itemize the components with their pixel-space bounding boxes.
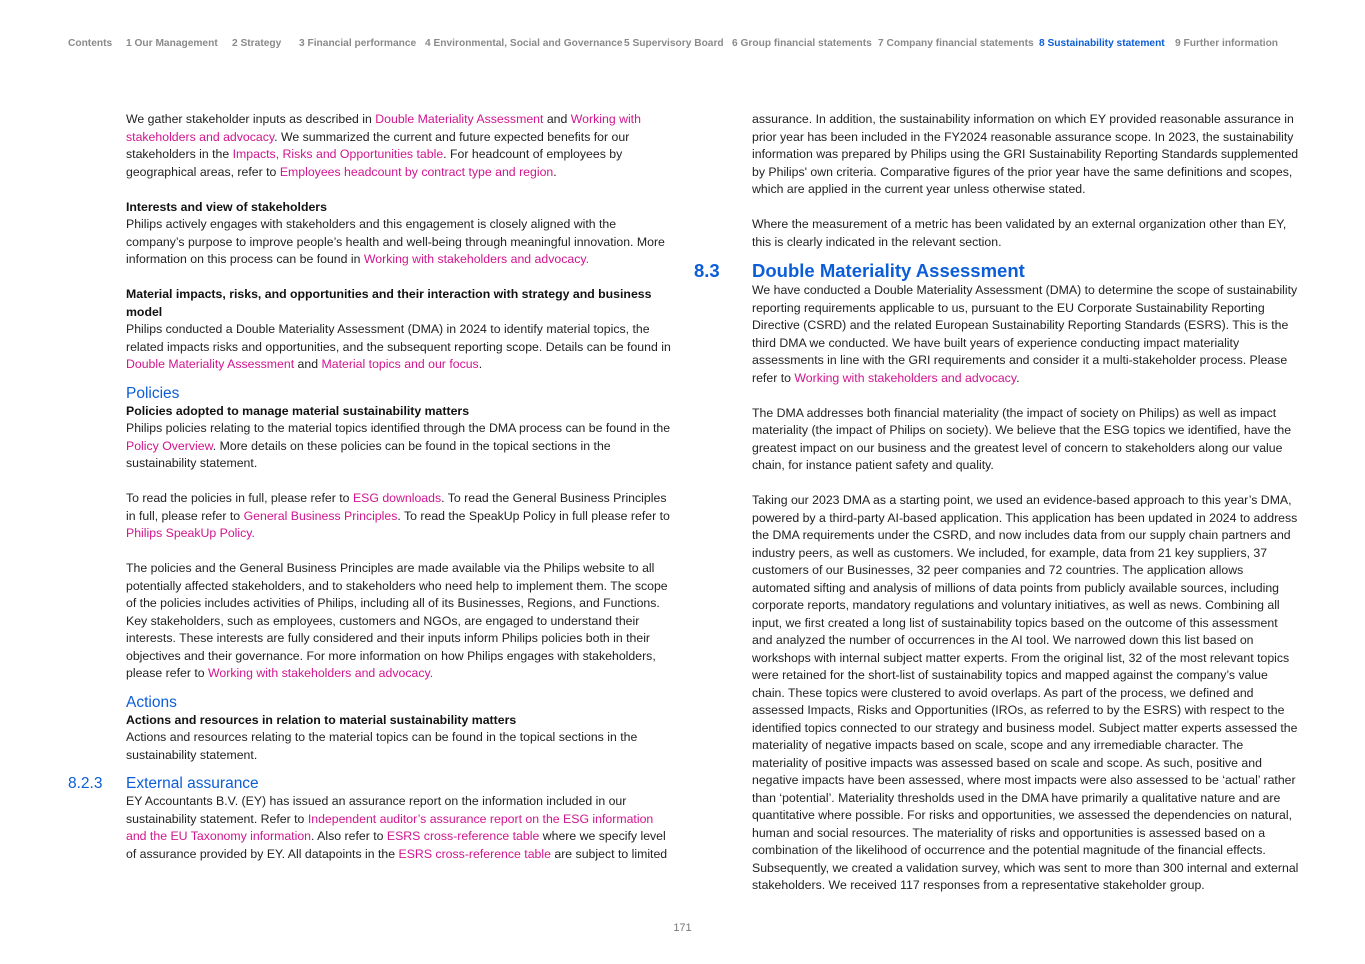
policies-title: Policies bbox=[126, 384, 180, 402]
link-working-with-stakeholders[interactable]: Working with stakeholders and advocacy. bbox=[208, 666, 434, 680]
text: . bbox=[1016, 370, 1020, 385]
nav-financial-performance[interactable]: 3 Financial performance bbox=[299, 38, 417, 49]
assurance-continued-paragraph: assurance. In addition, the sustainability information on which EY provided reasonable assurance in prior year has been included in the FY2024 reasonable assurance scope. In 2023, the sustainability information was prepared by Philips using the GRI Sustainability Reporting Standards supplemented by Philips' own criteria. Comparative figures of the prior year have the same definitions and scopes, which are applied in the current year unless otherwise stated. bbox=[752, 112, 1299, 196]
external-assurance-section bbox=[68, 774, 674, 793]
dma-paragraph-3: Taking our 2023 DMA as a starting point, we used an evidence-based approach to this year’s DMA, powered by a third-party AI-based application. This application has been updated in 2024 to address the DMA requirements under the CSRD, and now includes data from our supply chain partners and industry peers, as well as customers. We included, for example, data from 21 key suppliers, 37 customers of our Businesses, 32 peer companies and 72 countries. The application allows automated sifting and analysis of millions of data points from publicly available sources, including corporate reports, mandatory regulations and voluntary initiatives, as well as news. Combining all input, we first created a long list of sustainability topics based on the outcome of this assessment and analyzed the number of occurrences in the AI tool. We narrowed down this list based on workshops with internal subject matter experts. From the original list, 32 of the most relevant topics were retained for the short-list of sustainability topics and mapped against the company’s value chain. These topics were clustered to avoid overlaps. As part of the process, we defined and assessed Impacts, Risks and Opportunities (IROs, as referred to by the ESRS) with respect to the identified topics connected to our strategy and business model. Subject matter experts assessed the materiality of negative impacts based on scale, scope and any irremediable character. The materiality of positive impacts was assessed based on scale and scope. As such, positive and negative impacts have been assessed, where most impacts were also assessed to be ‘actual’ rather than ‘potential’. Materiality thresholds used in the DMA have primarily a qualitative nature and are quantitative where possible. For risks and opportunities, we assessed the dependencies on natural, human and social resources. The materiality of risks and opportunities is assessed based on a combination of the likelihood of occurrence and the potential magnitude of the financial effects. Subsequently, we created a validation survey, which was sent to more than 300 internal and external stakeholders. We received 117 responses from a representative stakeholder group. bbox=[752, 493, 1299, 892]
text: are subject to limited bbox=[550, 846, 668, 861]
dma-paragraph-1 bbox=[752, 282, 1300, 387]
text: We have conducted a Double Materiality Assessment (DMA) to determine the scope of sustainability reporting requirements applicable to us, pursuant to the EU Corporate Sustainability Reporting Directive (CSRD) and the related European Sustainability Reporting Standards (ESRS). This is the third DMA we conducted. We have built years of experience conducting impact materiality assessments in line with the GRI requirements and consider it a multi-stakeholder process. Please refer to bbox=[752, 283, 1298, 385]
left-column bbox=[68, 111, 674, 863]
text: Philips actively engages with stakeholders and this engagement is closely aligned with the company’s purpose to improve people’s health and well-being through meaningful innovation. More information on this process can be found in bbox=[126, 217, 665, 266]
dma-paragraph-2: The DMA addresses both financial materiality (the impact of society on Philips) as well as impact materiality (the impact of Philips on society). We believe that the ESG topics we identified, have the greatest impact on our business and the greatest level of concern to stakeholders along our value chain, for instance patient safety and quality. bbox=[752, 405, 1292, 472]
nav-strategy[interactable]: 2 Strategy bbox=[232, 38, 282, 49]
nav-sustainability-statement[interactable]: 8 Sustainability statement bbox=[1039, 38, 1165, 49]
text: and bbox=[294, 357, 322, 371]
text: We gather stakeholder inputs as described in bbox=[126, 112, 376, 126]
section-number: 8.3 bbox=[694, 260, 720, 281]
external-validation-paragraph: Where the measurement of a metric has been validated by an external organization other than EY, this is clearly indicated in the relevant section. bbox=[752, 217, 1287, 249]
external-assurance-title: External assurance bbox=[126, 775, 259, 792]
interests-paragraph bbox=[126, 216, 674, 269]
section-number: 8.2.3 bbox=[68, 775, 103, 792]
policies-paragraph-3 bbox=[126, 560, 674, 683]
text: . bbox=[553, 164, 557, 179]
dma-title: Double Materiality Assessment bbox=[752, 260, 1025, 281]
link-iro-table[interactable]: Impacts, Risks and Opportunities table bbox=[232, 147, 444, 161]
actions-title: Actions bbox=[126, 693, 177, 711]
nav-company-financial-statements[interactable]: 7 Company financial statements bbox=[878, 38, 1034, 49]
link-esrs-cross-reference[interactable]: ESRS cross-reference table bbox=[398, 846, 551, 861]
link-material-topics[interactable]: Material topics and our focus bbox=[321, 357, 479, 371]
link-speakup-policy[interactable]: Philips SpeakUp Policy. bbox=[126, 526, 255, 540]
policies-paragraph-1 bbox=[126, 420, 674, 473]
text: where we specify level of assurance provided by EY. All datapoints in the bbox=[126, 829, 666, 861]
material-iro-paragraph bbox=[126, 321, 674, 374]
link-working-with-stakeholders[interactable]: Working with stakeholders and advocacy. bbox=[363, 252, 589, 266]
link-esg-downloads[interactable]: ESG downloads bbox=[352, 491, 442, 505]
nav-our-management[interactable]: 1 Our Management bbox=[126, 38, 218, 49]
right-column bbox=[694, 111, 1300, 895]
link-general-business-principles[interactable]: General Business Principles bbox=[243, 508, 398, 523]
nav-contents[interactable]: Contents bbox=[68, 38, 113, 49]
link-policy-overview[interactable]: Policy Overview bbox=[126, 438, 213, 453]
dma-section-header bbox=[694, 260, 1300, 282]
link-independent-auditor-report[interactable]: Independent auditor’s assurance report on the ESG information and the EU Taxonomy information bbox=[126, 811, 654, 843]
text: . bbox=[478, 357, 483, 371]
text: The policies and the General Business Principles are made available via the Philips website to all potentially affected stakeholders, and to stakeholders who need help to implement them. The scope of the policies includes activities of Philips, including all of its Businesses, Regions, and Functions. Key stakeholders, such as employees, customers and NGOs, are engaged to understand their interests. These interests are fully considered and their inputs inform Philips policies both in their objectives and their governance. For more information on how Philips engages with stakeholders, please refer to bbox=[126, 561, 668, 680]
nav-supervisory-board[interactable]: 5 Supervisory Board bbox=[624, 38, 724, 49]
link-employees-headcount[interactable]: Employees headcount by contract type and region bbox=[279, 164, 554, 179]
nav-further-information[interactable]: 9 Further information bbox=[1175, 38, 1279, 49]
text: . We summarized the current and future expected benefits for our stakeholders in the bbox=[126, 129, 630, 161]
text: Philips policies relating to the material topics identified through the DMA process can be found in the bbox=[126, 421, 671, 435]
external-assurance-paragraph bbox=[126, 793, 674, 863]
nav-esg[interactable]: 4 Environmental, Social and Governance bbox=[425, 38, 623, 49]
text: EY Accountants B.V. (EY) has issued an assurance report on the information included in our sustainability statement. Refer to bbox=[126, 794, 627, 826]
link-esrs-cross-reference[interactable]: ESRS cross-reference table bbox=[386, 829, 540, 843]
link-double-materiality-assessment[interactable]: Double Materiality Assessment bbox=[375, 112, 544, 126]
text: To read the policies in full, please refer to bbox=[126, 491, 353, 505]
text: . To read the General Business Principles in full, please refer to bbox=[126, 491, 667, 523]
text: and bbox=[543, 112, 571, 126]
text: Philips conducted a Double Materiality Assessment (DMA) in 2024 to identify material topics, the related impacts risks and opportunities, and the subsequent reporting scope. Details can be found in bbox=[126, 322, 671, 354]
policies-heading: Policies adopted to manage material sustainability matters bbox=[126, 403, 470, 418]
link-working-with-stakeholders[interactable]: Working with stakeholders and advocacy bbox=[126, 112, 641, 144]
text: . More details on these policies can be found in the topical sections in the sustainability statement. bbox=[126, 438, 611, 470]
text: . Also refer to bbox=[311, 829, 387, 843]
policies-paragraph-2 bbox=[126, 490, 674, 543]
link-double-materiality-assessment[interactable]: Double Materiality Assessment bbox=[126, 357, 295, 371]
link-working-with-stakeholders[interactable]: Working with stakeholders and advocacy bbox=[794, 370, 1017, 385]
actions-heading: Actions and resources in relation to material sustainability matters bbox=[126, 712, 517, 727]
nav-group-financial-statements[interactable]: 6 Group financial statements bbox=[732, 38, 872, 49]
text: . For headcount of employees by geographical areas, refer to bbox=[126, 147, 623, 179]
interests-heading: Interests and view of stakeholders bbox=[126, 199, 327, 214]
stakeholder-inputs-paragraph bbox=[126, 111, 674, 181]
page-number: 171 bbox=[673, 922, 692, 934]
material-iro-heading: Material impacts, risks, and opportunities and their interaction with strategy and business model bbox=[126, 287, 652, 319]
text: . To read the SpeakUp Policy in full please refer to bbox=[397, 508, 670, 523]
actions-paragraph: Actions and resources relating to the material topics can be found in the topical sections in the sustainability statement. bbox=[126, 730, 638, 762]
